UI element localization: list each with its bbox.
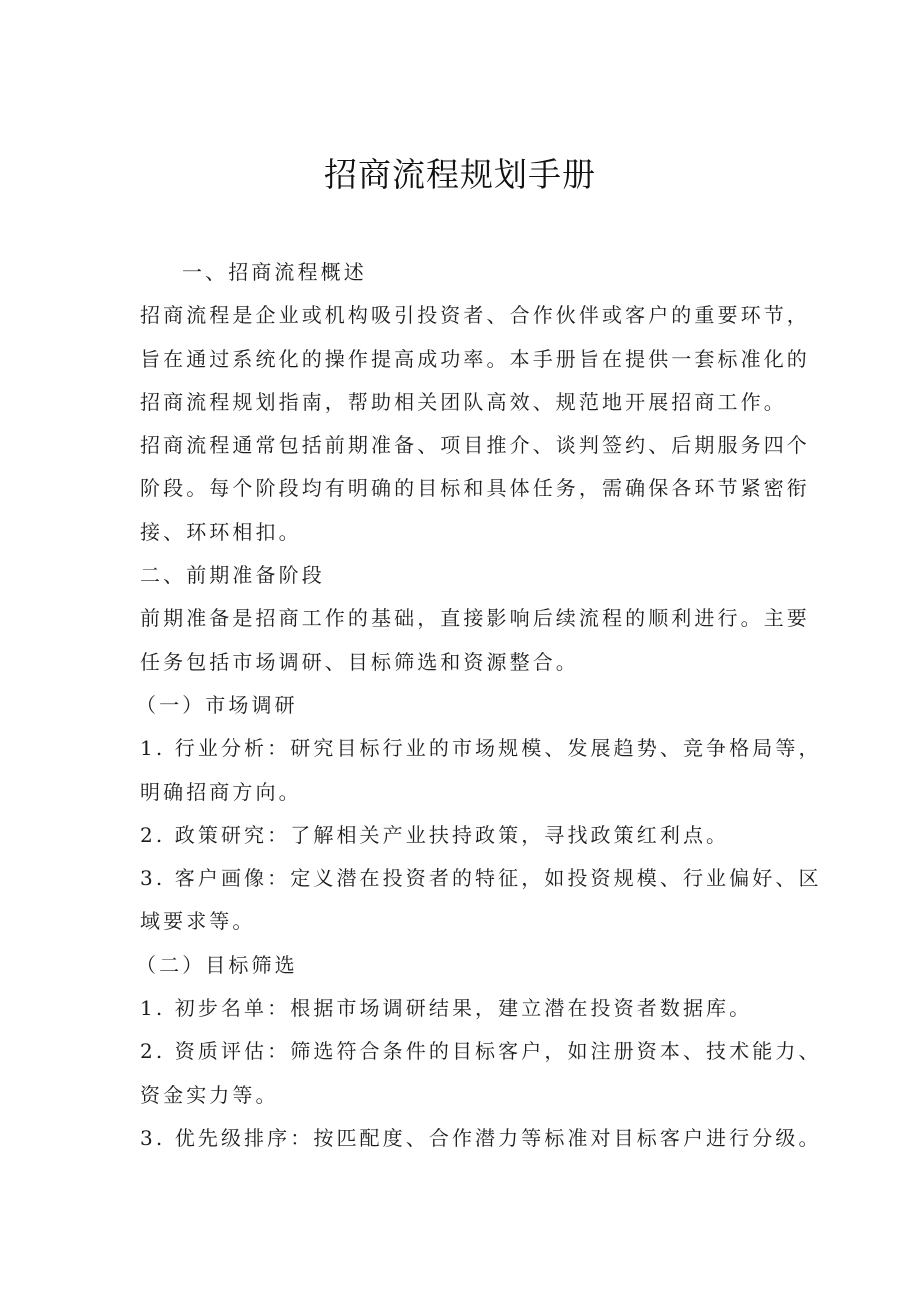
list-item-line: 资金实力等。 — [140, 1082, 279, 1107]
list-item-line: 3. 优先级排序：按匹配度、合作潜力等标准对目标客户进行分级。 — [140, 1125, 822, 1150]
list-item — [140, 814, 785, 857]
section-heading: 一、招商流程概述 — [182, 260, 367, 284]
section-heading: 二、前期准备阶段 — [140, 563, 325, 588]
paragraph-line: 阶段。每个阶段均有明确的目标和具体任务，需确保各环节紧密衔 — [140, 476, 810, 501]
paragraph-line: 旨在通过系统化的操作提高成功率。本手册旨在提供一套标准化的 — [140, 346, 810, 371]
list-item — [140, 1030, 822, 1117]
paragraph-line: 招商流程是企业或机构吸引投资者、合作伙伴或客户的重要环节， — [140, 303, 810, 328]
paragraph-line: 前期准备是招商工作的基础，直接影响后续流程的顺利进行。主要 — [140, 606, 810, 631]
list-item-line: 3. 客户画像：定义潜在投资者的特征，如投资规模、行业偏好、区 — [140, 866, 822, 891]
document-title: 招商流程规划手册 — [324, 155, 596, 194]
subsection-market-research — [136, 684, 822, 944]
list-item — [140, 1117, 822, 1160]
section-preparation — [136, 554, 822, 1160]
subsection-heading: （一）市场调研 — [136, 692, 298, 717]
paragraph-line: 接、环环相扣。 — [140, 519, 302, 544]
list-item — [140, 987, 785, 1030]
list-item-line: 1. 行业分析：研究目标行业的市场规模、发展趋势、竞争格局等， — [140, 736, 822, 761]
paragraph — [140, 597, 810, 684]
paragraph — [140, 294, 810, 424]
list-item-line: 2. 资质评估：筛选符合条件的目标客户，如注册资本、技术能力、 — [140, 1039, 822, 1064]
subsection-target-screening — [136, 944, 822, 1160]
list-item-line: 明确招商方向。 — [140, 779, 302, 804]
list-item-line: 2. 政策研究：了解相关产业扶持政策，寻找政策红利点。 — [140, 822, 730, 847]
list-item-line: 域要求等。 — [140, 909, 256, 934]
subsection-heading: （二）目标筛选 — [136, 952, 298, 977]
paragraph-line: 招商流程通常包括前期准备、项目推介、谈判签约、后期服务四个 — [140, 433, 810, 458]
paragraph — [140, 424, 810, 554]
section-overview — [140, 251, 810, 554]
paragraph-line: 任务包括市场调研、目标筛选和资源整合。 — [140, 649, 579, 674]
paragraph-line: 招商流程规划指南，帮助相关团队高效、规范地开展招商工作。 — [140, 389, 787, 414]
list-item — [140, 727, 822, 814]
document-body — [136, 251, 822, 1160]
list-item-line: 1. 初步名单：根据市场调研结果，建立潜在投资者数据库。 — [140, 996, 753, 1021]
list-item — [140, 857, 822, 944]
